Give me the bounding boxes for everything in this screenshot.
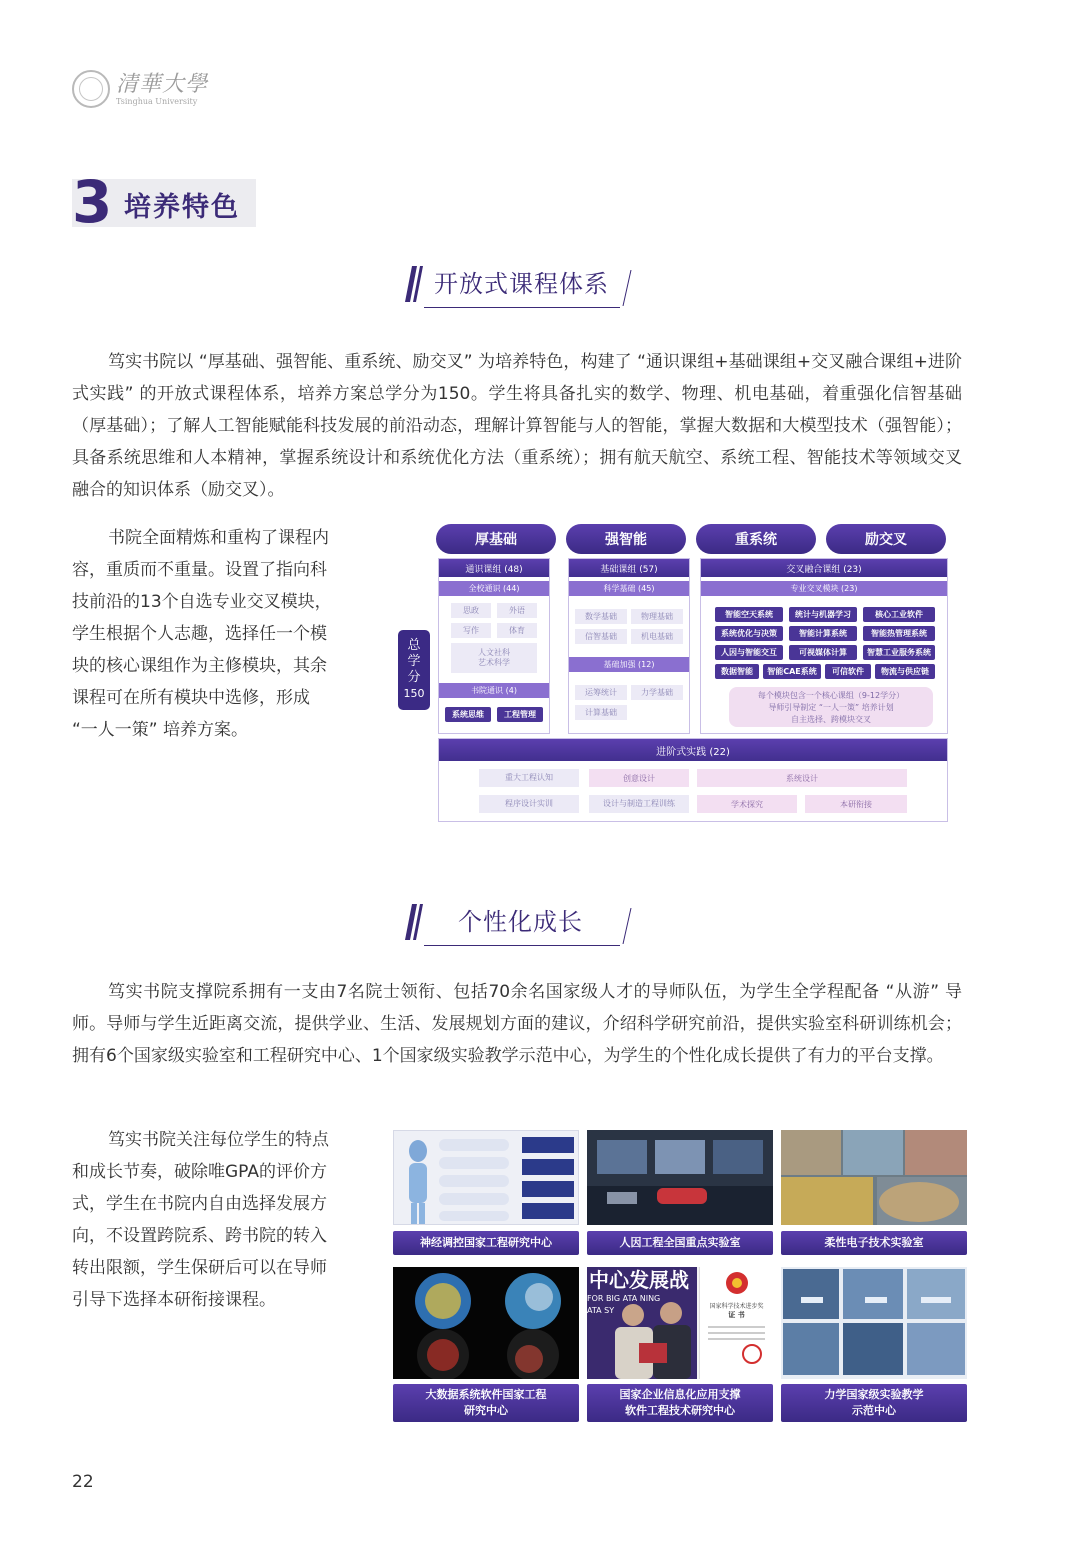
flexible-electronics-image — [781, 1130, 967, 1225]
growth-description: 笃实书院关注每位学生的特点和成长节奏，破除唯GPA的评价方式，学生在书院内自由选择发展方向，不设置跨院系、跨书院的转入转出限额，学生保研后可以在导师引导下选择本研衔接课程。 — [72, 1130, 329, 1310]
course-chip: 人文社科 艺术科学 — [451, 643, 537, 673]
lab-photo — [587, 1130, 773, 1225]
module-pill: 数据智能 — [715, 664, 759, 679]
course-pill: 系统思维 — [445, 707, 491, 722]
mechanics-lab-collage-image — [781, 1267, 967, 1379]
lab-photo — [393, 1267, 579, 1379]
certificate: 国家科学技术进步奖 证 书 — [699, 1267, 773, 1379]
slash-icon — [620, 908, 632, 944]
module-pill: 核心工业软件 — [863, 607, 935, 622]
course-pill: 工程管理 — [497, 707, 543, 722]
lab-photo — [781, 1267, 967, 1379]
module-pill: 智能空天系统 — [715, 607, 783, 622]
logo-english: Tsinghua University — [116, 96, 198, 106]
section-title: 培养特色 — [124, 192, 240, 223]
basic-sub: 科学基础 (45) — [569, 581, 689, 596]
practice-chip: 学术探究 — [697, 795, 797, 813]
subheading-growth — [404, 902, 630, 942]
course-chip: 外语 — [497, 603, 537, 618]
mentor-paragraph: 笃实书院支撑院系拥有一支由7名院士领衔、包括70余名国家级人才的导师队伍，为学生全学程配备 “从游” 导师。导师与学生近距离交流，提供学业、生活、发展规划方面的建议，介绍科学研究前沿，提供实验室科研训练机会；拥有6个国家级实验室和工程研究中心、1个国家级实验教学示范中心，为学生的个性化成长提供了有力的平台支撑。 — [72, 982, 962, 1066]
course-chip: 机电基础 — [631, 629, 683, 644]
subheading-title: 开放式课程体系 — [434, 270, 609, 298]
module-pill: 可信软件 — [825, 664, 871, 679]
section-heading — [72, 168, 256, 236]
banner-text: 中心发展战 — [589, 1268, 689, 1292]
module-pill: 智能CAE系统 — [763, 664, 821, 679]
lab-caption: 大数据系统软件国家工程 研究中心 — [393, 1384, 579, 1422]
pillar-intelligence: 强智能 — [566, 524, 686, 554]
lab-caption: 力学国家级实验教学 示范中心 — [781, 1384, 967, 1422]
section-number: 3 — [72, 168, 113, 236]
practice-chip: 程序设计实训 — [479, 795, 579, 813]
general-title: 通识课组 (48) — [439, 559, 549, 577]
cross-sub: 专业交叉模块 (23) — [701, 581, 947, 596]
banner-text-en: ATA SY — [587, 1306, 615, 1315]
lab-photo — [393, 1130, 579, 1225]
basic-panel — [568, 558, 690, 734]
course-chip: 物理基础 — [631, 609, 683, 624]
general-sub: 全校通识 (44) — [439, 581, 549, 596]
subheading-underline — [424, 945, 620, 946]
people-image — [605, 1295, 695, 1379]
logo-chinese: 清華大學 — [116, 71, 209, 97]
module-pill: 物流与供应链 — [875, 664, 935, 679]
curriculum-description: 书院全面精炼和重构了课程内容，重质而不重量。设置了指向科技前沿的13个自选专业交叉模块，学生根据个人志趣，选择任一个模块的核心课组作为主修模块，其余课程可在所有模块中选修，形成 “一人一策” 培养方案。 — [72, 528, 332, 740]
banner-text-en: FOR BIG ATA NING — [587, 1294, 661, 1303]
lab-caption: 神经调控国家工程研究中心 — [393, 1231, 579, 1255]
basic-sub2: 基础加强 (12) — [569, 657, 689, 672]
course-chip: 运筹统计 — [575, 685, 627, 700]
course-chip: 思政 — [451, 603, 491, 618]
practice-panel — [438, 738, 948, 822]
lab-caption: 国家企业信息化应用支撑 软件工程技术研究中心 — [587, 1384, 773, 1422]
pillar-system: 重系统 — [696, 524, 816, 554]
subheading-title: 个性化成长 — [458, 908, 583, 936]
module-pill: 智能热管理系统 — [863, 626, 935, 641]
module-pill: 系统优化与决策 — [715, 626, 783, 641]
double-slash-icon — [404, 902, 428, 942]
curriculum-diagram — [398, 522, 952, 826]
course-chip: 数学基础 — [575, 609, 627, 624]
general-sub2: 书院通识 (4) — [439, 683, 549, 698]
module-pill: 统计与机器学习 — [789, 607, 857, 622]
pillar-cross: 励交叉 — [826, 524, 946, 554]
national-emblem-icon — [700, 1267, 773, 1297]
globe-data-image — [393, 1267, 579, 1379]
pillar-foundation: 厚基础 — [436, 524, 556, 554]
practice-chip: 重大工程认知 — [479, 769, 579, 787]
module-note: 每个模块包含一个核心课组（9-12学分） 导师引导制定 “一人一策” 培养计划 自主选择、跨模块交叉 — [729, 687, 933, 727]
subheading-curriculum — [404, 264, 630, 304]
control-room-image — [587, 1130, 773, 1225]
page-number: 22 — [72, 1472, 94, 1492]
course-chip: 写作 — [451, 623, 491, 638]
practice-chip: 本研衔接 — [805, 795, 907, 813]
module-pill: 可视媒体计算 — [789, 645, 857, 660]
lab-photo — [781, 1130, 967, 1225]
seal-stamp-icon — [700, 1340, 773, 1366]
subheading-underline — [424, 307, 620, 308]
course-chip: 体育 — [497, 623, 537, 638]
lab-caption: 人因工程全国重点实验室 — [587, 1231, 773, 1255]
neuro-diagram-image — [394, 1131, 579, 1225]
basic-title: 基础课组 (57) — [569, 559, 689, 577]
course-chip: 力学基础 — [631, 685, 683, 700]
lab-caption: 柔性电子技术实验室 — [781, 1231, 967, 1255]
module-pill: 智慧工业服务系统 — [863, 645, 935, 660]
module-pill: 智能计算系统 — [789, 626, 857, 641]
cross-title: 交叉融合课组 (23) — [701, 559, 947, 577]
general-panel — [438, 558, 550, 734]
university-seal-icon — [72, 70, 110, 108]
course-chip: 计算基础 — [575, 705, 627, 720]
practice-chip: 创意设计 — [589, 769, 689, 787]
slash-icon — [620, 270, 632, 306]
practice-title: 进阶式实践 (22) — [439, 739, 947, 761]
double-slash-icon — [404, 264, 428, 304]
cross-panel — [700, 558, 948, 734]
course-chip: 信智基础 — [575, 629, 627, 644]
module-pill: 人因与智能交互 — [715, 645, 783, 660]
practice-chip: 系统设计 — [697, 769, 907, 787]
intro-paragraph: 笃实书院以 “厚基础、强智能、重系统、励交叉” 为培养特色，构建了 “通识课组+基础课组+交叉融合课组+进阶式实践” 的开放式课程体系，培养方案总学分为150。学生将具备扎实的数学、物理、机电基础，着重强化信智基础（厚基础）；了解人工智能赋能科技发展的前沿动态，理解计算智能与人的智能，掌握大数据和大模型技术（强智能）；具备系统思维和人本精神，掌握系统设计和系统优化方法（重系统）；拥有航天航空、系统工程、智能技术等领域交叉融合的知识体系（励交叉）。 — [72, 352, 962, 500]
lab-photo — [587, 1267, 773, 1379]
total-credits-badge: 总 学 分 150 — [398, 630, 430, 710]
practice-chip: 设计与制造工程训练 — [589, 795, 689, 813]
university-logo — [72, 70, 208, 108]
